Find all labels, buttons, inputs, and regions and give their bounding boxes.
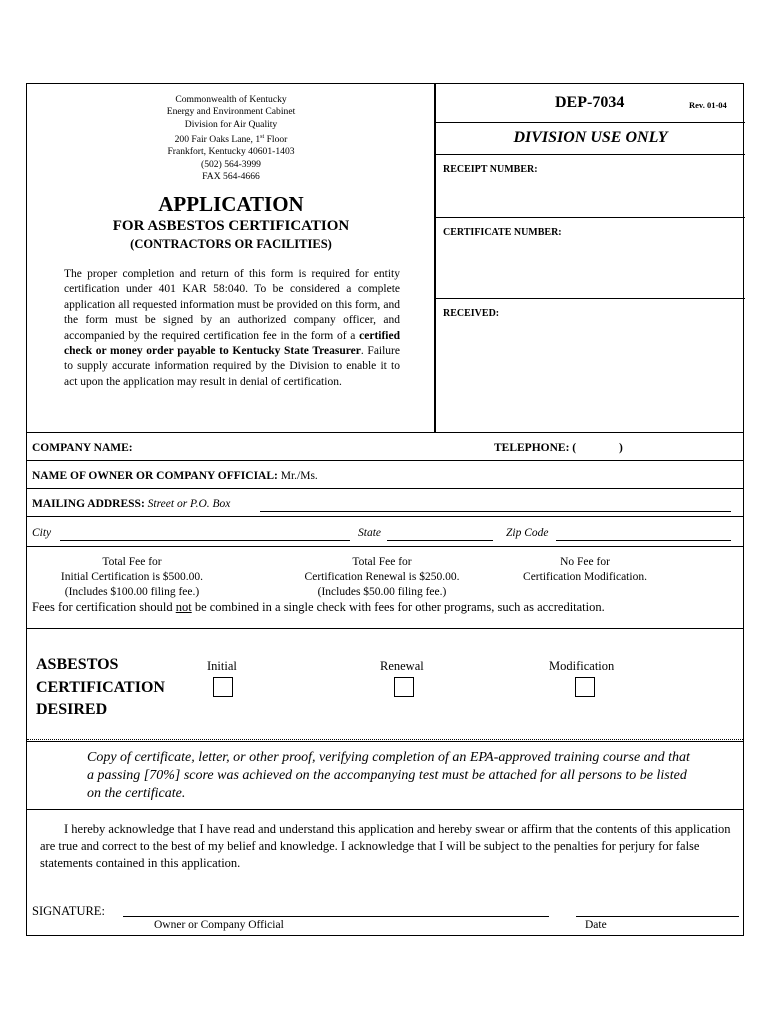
owner-prefix: Mr./Ms. (280, 470, 318, 482)
company-name-label: COMPANY NAME: (32, 442, 133, 454)
date-line[interactable] (576, 916, 739, 917)
agency-line-street: 200 Fair Oaks Lane, 1st Floor (174, 133, 288, 146)
fee-modification (505, 555, 665, 585)
cert-renewal-label: Renewal (380, 659, 424, 673)
received-label: RECEIVED: (443, 308, 500, 319)
signature-line[interactable] (123, 916, 549, 917)
fee-initial-line-1: Total Fee for (102, 556, 162, 568)
mailing-address-line[interactable] (260, 511, 731, 512)
agency-line-phone: (502) 564-3999 (201, 158, 261, 170)
cert-modification-label: Modification (549, 659, 615, 673)
divider-fees (27, 546, 743, 547)
cert-desired-label (36, 654, 165, 722)
divider-owner (27, 460, 743, 461)
intro-paragraph (64, 267, 400, 390)
mailing-address-label: MAILING ADDRESS: (32, 498, 145, 510)
divider-training (27, 741, 743, 742)
agency-line-commonwealth: Commonwealth of Kentucky (175, 94, 287, 105)
fee-note-not: not (175, 600, 192, 614)
receipt-number-label: RECEIPT NUMBER: (443, 164, 538, 175)
agency-line-fax: FAX 564-4666 (202, 170, 260, 182)
city-label: City (32, 527, 52, 539)
form-number: DEP-7034 (555, 94, 625, 111)
fee-initial-line-2: Initial Certification is $500.00. (60, 571, 204, 583)
intro-text-2: . Failure to supply accurate information required by the Division to enable it to act upon the application may result in denial of certification. (64, 345, 400, 388)
acknowledgement: I hereby acknowledge that I have read and understand this application and hereby swear or affirm that the contents of this application are true and correct to the best of my belief and knowledge. I acknowledge that I will be subject to the penalties for perjury for false statements contained in this application. (40, 822, 731, 870)
divider-training-top (27, 739, 743, 740)
title-application: APPLICATION (158, 192, 304, 216)
cert-renewal-checkbox[interactable] (394, 677, 414, 697)
signature-owner-caption: Owner or Company Official (154, 919, 284, 931)
training-note: Copy of certificate, letter, or other proof, verifying completion of an EPA-approved training course and that a passing [70%] score was achieved on the accompanying test must be attached for all persons to be listed on the certificate. (87, 750, 690, 801)
title-asbestos-certification: FOR ASBESTOS CERTIFICATION (112, 218, 350, 234)
agency-line-division: Division for Air Quality (184, 118, 278, 130)
certificate-number-divider (436, 298, 745, 299)
divider-company (27, 432, 743, 433)
certificate-number-label: CERTIFICATE NUMBER: (443, 227, 562, 238)
telephone-label[interactable]: TELEPHONE: ( (494, 442, 577, 454)
divider-acknowledgement (27, 809, 743, 810)
state-line[interactable] (387, 540, 493, 541)
agency-address-block (27, 94, 435, 183)
receipt-number-divider (436, 217, 745, 218)
zip-label: Zip Code (506, 527, 549, 539)
agency-line-city: Frankfort, Kentucky 40601-1403 (167, 146, 295, 158)
divider-cert-desired (27, 628, 743, 629)
fee-initial (42, 555, 222, 600)
fee-renewal-line-1: Total Fee for (352, 556, 412, 568)
fee-modification-line-2: Certification Modification. (523, 571, 647, 583)
signature-date-caption: Date (585, 919, 607, 931)
division-use-only: DIVISION USE ONLY (513, 129, 668, 146)
fee-renewal (282, 555, 482, 600)
divider-city (27, 516, 743, 517)
application-form (26, 83, 744, 936)
agency-line-cabinet: Energy and Environment Cabinet (166, 106, 296, 118)
form-revision: Rev. 01-04 (689, 100, 727, 110)
mailing-address-hint: Street or P.O. Box (147, 498, 231, 510)
cert-modification-checkbox[interactable] (575, 677, 595, 697)
owner-row[interactable] (32, 470, 318, 482)
fee-renewal-line-3: (Includes $50.00 filing fee.) (317, 586, 447, 598)
fee-renewal-line-2: Certification Renewal is $250.00. (304, 571, 460, 583)
fee-initial-line-3: (Includes $100.00 filing fee.) (64, 586, 200, 598)
fee-modification-line-1: No Fee for (560, 556, 610, 568)
form-number-underline (436, 122, 745, 123)
cert-initial-checkbox[interactable] (213, 677, 233, 697)
intro-text-1: The proper completion and return of this form is required for entity certification under 401 KAR 58:040. To be considered a complete application all requested information must be provided on this form, and the form must be signed by an authorized company officer, and accompanied by the required certification fee in the form of a (64, 268, 400, 342)
cert-desired-line-3: DESIRED (36, 701, 108, 718)
owner-label: NAME OF OWNER OR COMPANY OFFICIAL: (32, 470, 278, 482)
city-line[interactable] (60, 540, 350, 541)
cert-desired-line-2: CERTIFICATION (36, 678, 165, 696)
intro-text-bold: certified check or money order payable to Kentucky State Treasurer (64, 329, 400, 358)
division-use-divider (436, 154, 745, 155)
signature-label: SIGNATURE: (32, 904, 105, 918)
telephone-close: ) (619, 442, 623, 454)
zip-line[interactable] (556, 540, 731, 541)
fee-note: Fees for certification should not be combined in a single check with fees for other programs, such as accreditation. (32, 600, 605, 614)
state-label: State (358, 527, 381, 539)
divider-mailing (27, 488, 743, 489)
mailing-address-row (32, 498, 230, 510)
title-contractors-facilities: (CONTRACTORS OR FACILITIES) (130, 237, 332, 251)
cert-desired-line-1: ASBESTOS (36, 656, 119, 673)
cert-initial-label: Initial (207, 659, 237, 673)
